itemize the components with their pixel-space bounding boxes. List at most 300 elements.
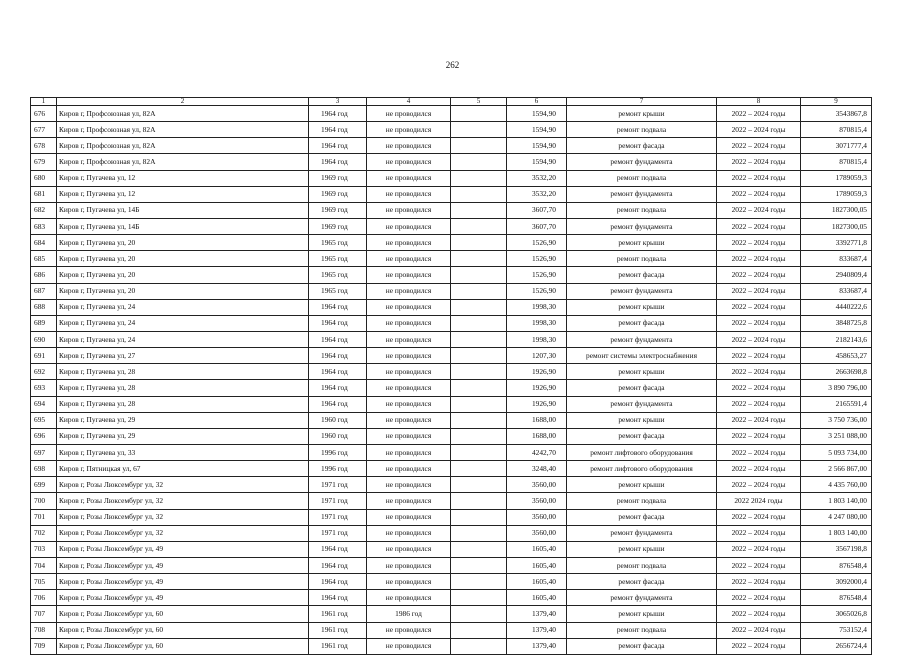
row-number-cell: 699 (31, 477, 57, 493)
build-year-cell: 1961 год (309, 606, 367, 622)
table-row (31, 267, 872, 283)
table-row (31, 331, 872, 347)
work-type-cell: ремонт крыши (567, 235, 717, 251)
table-row (31, 202, 872, 218)
build-year-cell: 1964 год (309, 154, 367, 170)
table-row (31, 122, 872, 138)
work-type-cell: ремонт подвала (567, 251, 717, 267)
area-cell: 1379,40 (507, 606, 567, 622)
build-year-cell: 1971 год (309, 493, 367, 509)
column-5-cell (451, 412, 507, 428)
last-repair-year-cell: не проводился (367, 170, 451, 186)
area-cell: 1594,90 (507, 154, 567, 170)
column-5-cell (451, 218, 507, 234)
column-5-cell (451, 170, 507, 186)
address-cell: Киров г, Пугачева ул, 27 (57, 348, 309, 364)
last-repair-year-cell: не проводился (367, 461, 451, 477)
area-cell: 3560,00 (507, 477, 567, 493)
period-cell: 2022 – 2024 годы (717, 477, 801, 493)
period-cell: 2022 – 2024 годы (717, 106, 801, 122)
last-repair-year-cell: не проводился (367, 622, 451, 638)
last-repair-year-cell: не проводился (367, 380, 451, 396)
row-number-cell: 683 (31, 218, 57, 234)
cost-cell: 833687,4 (801, 251, 872, 267)
area-cell: 1594,90 (507, 106, 567, 122)
work-type-cell: ремонт крыши (567, 412, 717, 428)
last-repair-year-cell: не проводился (367, 509, 451, 525)
build-year-cell: 1965 год (309, 283, 367, 299)
area-cell: 3248,40 (507, 461, 567, 477)
work-type-cell: ремонт фасада (567, 380, 717, 396)
address-cell: Киров г, Пугачева ул, 24 (57, 299, 309, 315)
period-cell: 2022 – 2024 годы (717, 638, 801, 654)
address-cell: Киров г, Пугачева ул, 12 (57, 186, 309, 202)
table-row (31, 590, 872, 606)
last-repair-year-cell: не проводился (367, 428, 451, 444)
work-type-cell: ремонт фасада (567, 267, 717, 283)
period-cell: 2022 – 2024 годы (717, 138, 801, 154)
table-row (31, 622, 872, 638)
row-number-cell: 687 (31, 283, 57, 299)
build-year-cell: 1964 год (309, 590, 367, 606)
build-year-cell: 1969 год (309, 186, 367, 202)
build-year-cell: 1964 год (309, 348, 367, 364)
address-cell: Киров г, Пугачева ул, 20 (57, 235, 309, 251)
row-number-cell: 690 (31, 331, 57, 347)
table-row (31, 138, 872, 154)
column-header-3: 3 (309, 98, 367, 106)
last-repair-year-cell: не проводился (367, 154, 451, 170)
last-repair-year-cell: не проводился (367, 638, 451, 654)
area-cell: 1926,90 (507, 380, 567, 396)
area-cell: 1926,90 (507, 364, 567, 380)
area-cell: 1379,40 (507, 622, 567, 638)
column-5-cell (451, 622, 507, 638)
row-number-cell: 701 (31, 509, 57, 525)
table-row (31, 606, 872, 622)
area-cell: 1526,90 (507, 267, 567, 283)
build-year-cell: 1964 год (309, 315, 367, 331)
address-cell: Киров г, Пугачева ул, 14Б (57, 218, 309, 234)
area-cell: 1526,90 (507, 283, 567, 299)
cost-cell: 876548,4 (801, 557, 872, 573)
cost-cell: 833687,4 (801, 283, 872, 299)
column-5-cell (451, 364, 507, 380)
period-cell: 2022 2024 годы (717, 493, 801, 509)
build-year-cell: 1996 год (309, 444, 367, 460)
address-cell: Киров г, Розы Люксембург ул, 60 (57, 606, 309, 622)
address-cell: Киров г, Пугачева ул, 28 (57, 380, 309, 396)
build-year-cell: 1964 год (309, 122, 367, 138)
cost-cell: 4440222,6 (801, 299, 872, 315)
build-year-cell: 1964 год (309, 299, 367, 315)
column-5-cell (451, 590, 507, 606)
period-cell: 2022 – 2024 годы (717, 331, 801, 347)
table-row (31, 541, 872, 557)
last-repair-year-cell: не проводился (367, 235, 451, 251)
last-repair-year-cell: не проводился (367, 186, 451, 202)
last-repair-year-cell: не проводился (367, 590, 451, 606)
table-body (31, 106, 872, 655)
work-type-cell: ремонт крыши (567, 541, 717, 557)
last-repair-year-cell: не проводился (367, 267, 451, 283)
period-cell: 2022 – 2024 годы (717, 622, 801, 638)
area-cell: 1998,30 (507, 331, 567, 347)
table-row (31, 251, 872, 267)
period-cell: 2022 – 2024 годы (717, 590, 801, 606)
period-cell: 2022 – 2024 годы (717, 154, 801, 170)
period-cell: 2022 – 2024 годы (717, 218, 801, 234)
build-year-cell: 1971 год (309, 525, 367, 541)
period-cell: 2022 – 2024 годы (717, 348, 801, 364)
build-year-cell: 1969 год (309, 170, 367, 186)
address-cell: Киров г, Пугачева ул, 28 (57, 364, 309, 380)
period-cell: 2022 – 2024 годы (717, 461, 801, 477)
cost-cell: 1827300,05 (801, 202, 872, 218)
work-type-cell: ремонт подвала (567, 202, 717, 218)
area-cell: 3607,70 (507, 202, 567, 218)
column-header-7: 7 (567, 98, 717, 106)
build-year-cell: 1961 год (309, 622, 367, 638)
area-cell: 1207,30 (507, 348, 567, 364)
column-header-6: 6 (507, 98, 567, 106)
column-5-cell (451, 444, 507, 460)
address-cell: Киров г, Пугачева ул, 24 (57, 315, 309, 331)
column-5-cell (451, 606, 507, 622)
work-type-cell: ремонт системы электроснабжения (567, 348, 717, 364)
cost-cell: 870815,4 (801, 154, 872, 170)
work-type-cell: ремонт крыши (567, 606, 717, 622)
column-5-cell (451, 477, 507, 493)
last-repair-year-cell: не проводился (367, 218, 451, 234)
address-cell: Киров г, Пятницкая ул, 67 (57, 461, 309, 477)
table-row (31, 428, 872, 444)
address-cell: Киров г, Пугачева ул, 28 (57, 396, 309, 412)
cost-cell: 3071777,4 (801, 138, 872, 154)
period-cell: 2022 – 2024 годы (717, 315, 801, 331)
table-row (31, 235, 872, 251)
address-cell: Киров г, Пугачева ул, 33 (57, 444, 309, 460)
work-type-cell: ремонт фасада (567, 428, 717, 444)
table-row (31, 186, 872, 202)
row-number-cell: 680 (31, 170, 57, 186)
period-cell: 2022 – 2024 годы (717, 380, 801, 396)
cost-cell: 1 803 140,00 (801, 493, 872, 509)
work-type-cell: ремонт подвала (567, 122, 717, 138)
table-row (31, 106, 872, 122)
row-number-cell: 692 (31, 364, 57, 380)
cost-cell: 3848725,8 (801, 315, 872, 331)
row-number-cell: 702 (31, 525, 57, 541)
period-cell: 2022 – 2024 годы (717, 251, 801, 267)
column-5-cell (451, 186, 507, 202)
area-cell: 1526,90 (507, 251, 567, 267)
address-cell: Киров г, Пугачева ул, 14Б (57, 202, 309, 218)
period-cell: 2022 – 2024 годы (717, 267, 801, 283)
period-cell: 2022 – 2024 годы (717, 574, 801, 590)
last-repair-year-cell: не проводился (367, 251, 451, 267)
area-cell: 3560,00 (507, 493, 567, 509)
table-row (31, 444, 872, 460)
table-row (31, 283, 872, 299)
row-number-cell: 704 (31, 557, 57, 573)
cost-cell: 3 251 088,00 (801, 428, 872, 444)
build-year-cell: 1965 год (309, 267, 367, 283)
area-cell: 1926,90 (507, 396, 567, 412)
cost-cell: 3 890 796,00 (801, 380, 872, 396)
row-number-cell: 693 (31, 380, 57, 396)
build-year-cell: 1961 год (309, 638, 367, 654)
address-cell: Киров г, Розы Люксембург ул, 49 (57, 574, 309, 590)
column-5-cell (451, 574, 507, 590)
column-5-cell (451, 557, 507, 573)
table-row (31, 412, 872, 428)
column-5-cell (451, 283, 507, 299)
address-cell: Киров г, Пугачева ул, 20 (57, 283, 309, 299)
table-row (31, 461, 872, 477)
area-cell: 3560,00 (507, 525, 567, 541)
build-year-cell: 1969 год (309, 218, 367, 234)
work-type-cell: ремонт крыши (567, 299, 717, 315)
period-cell: 2022 – 2024 годы (717, 283, 801, 299)
row-number-cell: 708 (31, 622, 57, 638)
cost-cell: 2663698,8 (801, 364, 872, 380)
period-cell: 2022 – 2024 годы (717, 541, 801, 557)
last-repair-year-cell: не проводился (367, 444, 451, 460)
address-cell: Киров г, Пугачева ул, 12 (57, 170, 309, 186)
row-number-cell: 698 (31, 461, 57, 477)
address-cell: Киров г, Профсоюзная ул, 82А (57, 138, 309, 154)
build-year-cell: 1964 год (309, 364, 367, 380)
row-number-cell: 689 (31, 315, 57, 331)
build-year-cell: 1964 год (309, 557, 367, 573)
column-5-cell (451, 315, 507, 331)
build-year-cell: 1971 год (309, 509, 367, 525)
work-type-cell: ремонт фундамента (567, 218, 717, 234)
build-year-cell: 1969 год (309, 202, 367, 218)
work-type-cell: ремонт фасада (567, 509, 717, 525)
table-row (31, 509, 872, 525)
cost-cell: 2182143,6 (801, 331, 872, 347)
row-number-cell: 684 (31, 235, 57, 251)
table-row (31, 493, 872, 509)
row-number-cell: 695 (31, 412, 57, 428)
address-cell: Киров г, Розы Люксембург ул, 32 (57, 509, 309, 525)
cost-cell: 2165591,4 (801, 396, 872, 412)
table-row (31, 638, 872, 654)
work-type-cell: ремонт фундамента (567, 590, 717, 606)
row-number-cell: 679 (31, 154, 57, 170)
area-cell: 3607,70 (507, 218, 567, 234)
address-cell: Киров г, Профсоюзная ул, 82А (57, 106, 309, 122)
work-type-cell: ремонт фундамента (567, 283, 717, 299)
row-number-cell: 696 (31, 428, 57, 444)
column-5-cell (451, 541, 507, 557)
row-number-cell: 685 (31, 251, 57, 267)
cost-cell: 4 247 080,00 (801, 509, 872, 525)
build-year-cell: 1996 год (309, 461, 367, 477)
cost-cell: 1827300,05 (801, 218, 872, 234)
cost-cell: 1 803 140,00 (801, 525, 872, 541)
table-row (31, 574, 872, 590)
row-number-cell: 707 (31, 606, 57, 622)
period-cell: 2022 – 2024 годы (717, 235, 801, 251)
address-cell: Киров г, Розы Люксембург ул, 49 (57, 541, 309, 557)
work-type-cell: ремонт крыши (567, 106, 717, 122)
period-cell: 2022 – 2024 годы (717, 202, 801, 218)
column-5-cell (451, 235, 507, 251)
column-5-cell (451, 380, 507, 396)
build-year-cell: 1965 год (309, 235, 367, 251)
row-number-cell: 705 (31, 574, 57, 590)
table-row (31, 557, 872, 573)
last-repair-year-cell: не проводился (367, 477, 451, 493)
period-cell: 2022 – 2024 годы (717, 557, 801, 573)
area-cell: 1526,90 (507, 235, 567, 251)
period-cell: 2022 – 2024 годы (717, 444, 801, 460)
column-5-cell (451, 525, 507, 541)
repair-schedule-table (30, 97, 872, 655)
address-cell: Киров г, Профсоюзная ул, 82А (57, 154, 309, 170)
table-row (31, 315, 872, 331)
column-5-cell (451, 138, 507, 154)
period-cell: 2022 – 2024 годы (717, 364, 801, 380)
period-cell: 2022 – 2024 годы (717, 509, 801, 525)
last-repair-year-cell: не проводился (367, 122, 451, 138)
page-number: 262 (445, 60, 460, 70)
work-type-cell: ремонт подвала (567, 170, 717, 186)
column-header-2: 2 (57, 98, 309, 106)
period-cell: 2022 – 2024 годы (717, 606, 801, 622)
work-type-cell: ремонт фасада (567, 138, 717, 154)
area-cell: 1688,00 (507, 412, 567, 428)
work-type-cell: ремонт крыши (567, 477, 717, 493)
work-type-cell: ремонт крыши (567, 364, 717, 380)
table-row (31, 380, 872, 396)
cost-cell: 4 435 760,00 (801, 477, 872, 493)
period-cell: 2022 – 2024 годы (717, 299, 801, 315)
address-cell: Киров г, Розы Люксембург ул, 60 (57, 638, 309, 654)
row-number-cell: 697 (31, 444, 57, 460)
work-type-cell: ремонт фасада (567, 638, 717, 654)
work-type-cell: ремонт фундамента (567, 396, 717, 412)
cost-cell: 3543867,8 (801, 106, 872, 122)
cost-cell: 753152,4 (801, 622, 872, 638)
column-5-cell (451, 493, 507, 509)
address-cell: Киров г, Розы Люксембург ул, 32 (57, 477, 309, 493)
cost-cell: 3065026,8 (801, 606, 872, 622)
column-header-9: 9 (801, 98, 872, 106)
last-repair-year-cell: не проводился (367, 138, 451, 154)
last-repair-year-cell: не проводился (367, 493, 451, 509)
work-type-cell: ремонт фундамента (567, 525, 717, 541)
last-repair-year-cell: не проводился (367, 364, 451, 380)
column-5-cell (451, 202, 507, 218)
work-type-cell: ремонт лифтового оборудования (567, 444, 717, 460)
build-year-cell: 1964 год (309, 396, 367, 412)
table-row (31, 364, 872, 380)
column-5-cell (451, 106, 507, 122)
column-header-4: 4 (367, 98, 451, 106)
area-cell: 1379,40 (507, 638, 567, 654)
work-type-cell: ремонт фундамента (567, 331, 717, 347)
period-cell: 2022 – 2024 годы (717, 122, 801, 138)
row-number-cell: 688 (31, 299, 57, 315)
row-number-cell: 703 (31, 541, 57, 557)
area-cell: 1998,30 (507, 315, 567, 331)
cost-cell: 3567198,8 (801, 541, 872, 557)
table-row (31, 170, 872, 186)
row-number-cell: 677 (31, 122, 57, 138)
row-number-cell: 691 (31, 348, 57, 364)
column-5-cell (451, 267, 507, 283)
row-number-cell: 681 (31, 186, 57, 202)
period-cell: 2022 – 2024 годы (717, 396, 801, 412)
column-5-cell (451, 428, 507, 444)
area-cell: 1605,40 (507, 574, 567, 590)
build-year-cell: 1960 год (309, 428, 367, 444)
period-cell: 2022 – 2024 годы (717, 170, 801, 186)
row-number-cell: 676 (31, 106, 57, 122)
area-cell: 1688,00 (507, 428, 567, 444)
area-cell: 3560,00 (507, 509, 567, 525)
last-repair-year-cell: не проводился (367, 412, 451, 428)
last-repair-year-cell: не проводился (367, 283, 451, 299)
area-cell: 4242,70 (507, 444, 567, 460)
cost-cell: 870815,4 (801, 122, 872, 138)
column-5-cell (451, 348, 507, 364)
cost-cell: 2940809,4 (801, 267, 872, 283)
address-cell: Киров г, Пугачева ул, 29 (57, 428, 309, 444)
work-type-cell: ремонт фасада (567, 315, 717, 331)
cost-cell: 5 093 734,00 (801, 444, 872, 460)
area-cell: 1605,40 (507, 557, 567, 573)
area-cell: 3532,20 (507, 186, 567, 202)
row-number-cell: 709 (31, 638, 57, 654)
column-5-cell (451, 396, 507, 412)
table-row (31, 218, 872, 234)
address-cell: Киров г, Розы Люксембург ул, 60 (57, 622, 309, 638)
address-cell: Киров г, Пугачева ул, 20 (57, 267, 309, 283)
area-cell: 1998,30 (507, 299, 567, 315)
column-5-cell (451, 331, 507, 347)
last-repair-year-cell: не проводился (367, 525, 451, 541)
address-cell: Киров г, Пугачева ул, 20 (57, 251, 309, 267)
address-cell: Киров г, Пугачева ул, 24 (57, 331, 309, 347)
column-header-8: 8 (717, 98, 801, 106)
table-row (31, 525, 872, 541)
work-type-cell: ремонт подвала (567, 493, 717, 509)
last-repair-year-cell: не проводился (367, 557, 451, 573)
column-5-cell (451, 638, 507, 654)
column-header-5: 5 (451, 98, 507, 106)
build-year-cell: 1965 год (309, 251, 367, 267)
cost-cell: 3392771,8 (801, 235, 872, 251)
last-repair-year-cell: не проводился (367, 299, 451, 315)
cost-cell: 458653,27 (801, 348, 872, 364)
work-type-cell: ремонт фундамента (567, 186, 717, 202)
period-cell: 2022 – 2024 годы (717, 412, 801, 428)
build-year-cell: 1964 год (309, 574, 367, 590)
last-repair-year-cell: не проводился (367, 348, 451, 364)
row-number-cell: 700 (31, 493, 57, 509)
last-repair-year-cell: не проводился (367, 202, 451, 218)
row-number-cell: 706 (31, 590, 57, 606)
row-number-cell: 694 (31, 396, 57, 412)
period-cell: 2022 – 2024 годы (717, 186, 801, 202)
work-type-cell: ремонт лифтового оборудования (567, 461, 717, 477)
build-year-cell: 1971 год (309, 477, 367, 493)
